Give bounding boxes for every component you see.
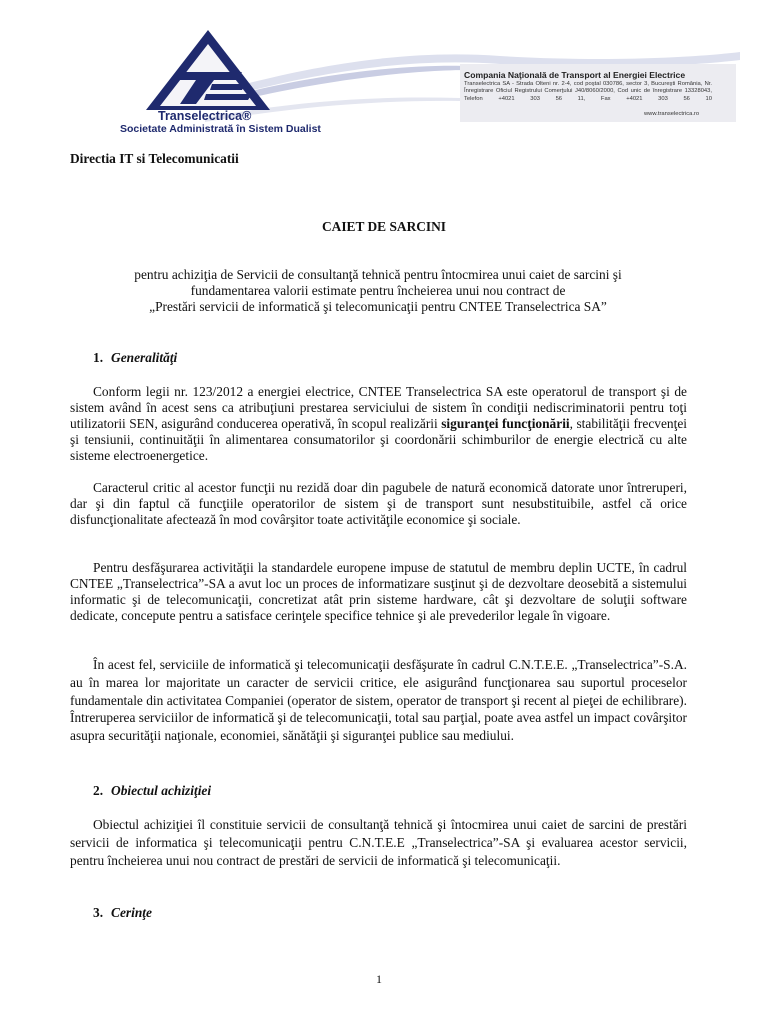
subtitle-line: pentru achiziţia de Servicii de consultanţă tehnică pentru întocmirea unui caiet de sarcini şi (134, 267, 622, 282)
section-number: 2. (93, 783, 104, 798)
logo-tagline: Societate Administrată în Sistem Dualist (120, 123, 321, 135)
section-heading-cerinte (93, 905, 152, 921)
company-website: www.transelectrica.ro (644, 111, 700, 117)
paragraph-text: Conform legii nr. 123/2012 a energiei electrice, CNTEE Transelectrica SA este operatorul de transport şi de sistem având în acest sens ca atribuţiuni prestarea serviciului de sistem în condiţii nediscriminatorii pentru toţi utilizatorii SEN, asigurând conducerea operativă, în scopul realizării (70, 384, 687, 431)
transelectrica-logo-icon (146, 30, 270, 110)
paragraph: În acest fel, serviciile de informatică şi telecomunicaţii desfăşurate în cadrul C.N.T.E.E. „Transelectrica”-S.A. au în marea lor majoritate un caracter de servicii critice, ele asigurând funcţionarea sau suportul proceselor fundamentale din activitatea Companiei (operator de sistem, operator de transport şi recent al pieţei de echilibrare). Întreruperea serviciilor de informatică şi de telecomunicaţii, total sau parţial, poate avea astfel un impact covârşitor asupra securităţii naţionale, economiei, sănătăţii şi siguranţei publice sau mediului. (70, 657, 687, 744)
document-subtitle (70, 267, 686, 315)
section-heading-obiectul-achizitiei (93, 783, 211, 799)
section-number: 3. (93, 905, 104, 920)
department-name: Directia IT si Telecomunicatii (70, 151, 239, 166)
paragraph-text: , stabilităţii frecvenţei şi tensiunii, continuităţii în alimentarea consumatorilor şi coordonării schimburilor de energie electrică cu alte sisteme electroenergetice. (70, 416, 687, 463)
paragraph: Obiectul achiziţiei îl constituie servicii de consultanţă tehnică şi întocmirea unui caiet de sarcini de prestări servicii de informatica şi telecomunicaţii pentru C.N.T.E.E „Transelectrica”-SA şi evaluarea acestor servicii, pentru încheierea unui nou contract de prestări de servicii de informatică şi telecomunicaţii. (70, 817, 687, 868)
section-number: 1. (93, 350, 104, 365)
paragraph (70, 384, 687, 464)
subtitle-line: „Prestări servicii de informatică şi telecomunicaţii pentru CNTEE Transelectrica SA” (149, 299, 607, 314)
section-heading-generalitati (93, 350, 177, 366)
section-title: Obiectul achiziţiei (111, 783, 212, 798)
section-title: Generalităţi (111, 350, 178, 365)
subtitle-line: fundamentarea valorii estimate pentru încheierea unui nou contract de (190, 283, 566, 298)
paragraph-bold-text: siguranţei funcţionării (441, 416, 570, 431)
page-number: 1 (376, 972, 382, 986)
section-title: Cerinţe (111, 905, 152, 920)
letterhead (0, 0, 768, 140)
paragraph: Caracterul critic al acestor funcţii nu rezidă doar din pagubele de natură economică datorate unor întreruperi, dar şi din faptul că funcţiile operatorilor de sistem şi de transport sunt nesubstituibile, astfel că orice disfuncţionalitate afectează în mod covârşitor toate activităţile economice şi sociale. (70, 480, 687, 527)
document-title: CAIET DE SARCINI (321, 219, 447, 234)
logo-name: Transelectrica® (158, 109, 252, 123)
paragraph: Pentru desfăşurarea activităţii la standardele europene impuse de statutul de membru deplin UCTE, în cadrul CNTEE „Transelectrica”-SA a avut loc un proces de informatizare susţinut şi de dezvoltare deosebită a sistemului informatic şi de telecomunicaţii, concretizat atât prin sisteme hardware, cât şi dezvoltare de soluţii software dedicate, concepute pentru a satisface cerinţele specifice tehnice şi ale prevederilor legale în vigoare. (70, 560, 687, 623)
company-address: Transelectrica SA - Strada Olteni nr. 2-4, cod poştal 030786, sector 3, Bucureşti România, Nr. Înregistrare Oficiul Registrului Comerţului J40/8060/2000, Cod unic de înregistrare 13328043, Telefon +4021 303 56 11, Fax +4021 303 56 10 (464, 81, 712, 102)
company-name: Compania Naţională de Transport al Energiei Electrice (464, 70, 686, 80)
